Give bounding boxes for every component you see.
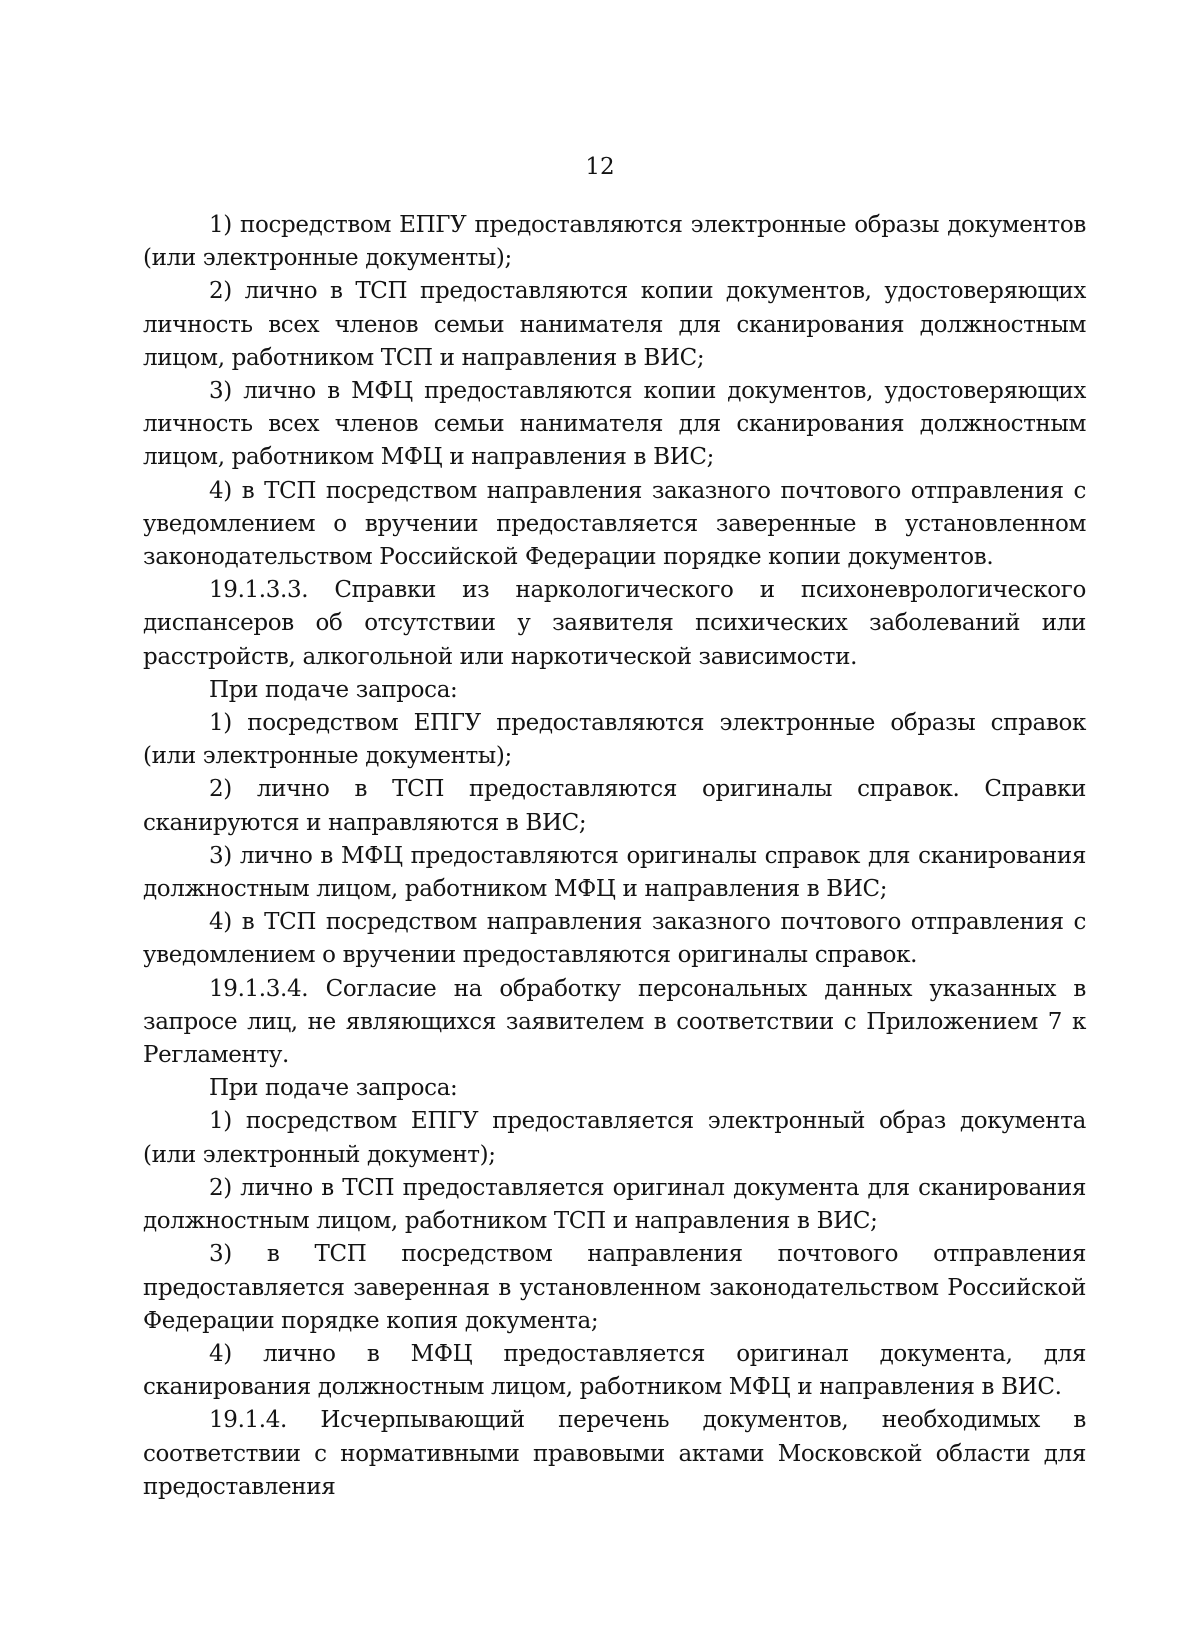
paragraph-request-intro: При подаче запроса: [209,1075,458,1102]
paragraph-mail-consent: 3) в ТСП посредством направления почтового отправления предоставляется заверенная в установленном законодательством Российской Федерации порядке копия документа; [143,1241,1086,1334]
paragraph-request-intro: При подаче запроса: [209,676,458,703]
page-number: 12 [585,154,615,180]
paragraph-mail-copies: 4) в ТСП посредством направления заказного почтового отправления с уведомлением о вручении предоставляется заверенные в установленном законодательством Российской Федерации порядке копии документов. [143,477,1086,571]
paragraph-tsp-certificates: 2) лично в ТСП предоставляются оригиналы справок. Справки сканируются и направляются в ВИС; [143,776,1086,836]
document-body [143,209,1086,1504]
paragraph-tsp-copies: 2) лично в ТСП предоставляются копии документов, удостоверяющих личность всех членов семьи нанимателя для сканирования должностным лицом, работником ТСП и направления в ВИС; [143,278,1086,371]
section-19-1-4: 19.1.4. Исчерпывающий перечень документов, необходимых в соответствии с нормативными правовыми актами Московской области для предоставления [143,1407,1086,1500]
section-19-1-3-3: 19.1.3.3. Справки из наркологического и психоневрологического диспансеров об отсутствии у заявителя психических заболеваний или расстройств, алкогольной или наркотической зависимости. [143,577,1086,670]
paragraph-epgu-consent: 1) посредством ЕПГУ предоставляется электронный образ документа (или электронный документ); [143,1108,1086,1168]
paragraph-mfc-copies: 3) лично в МФЦ предоставляются копии документов, удостоверяющих личность всех членов семьи нанимателя для сканирования должностным лицом, работником МФЦ и направления в ВИС; [143,378,1086,471]
section-19-1-3-4: 19.1.3.4. Согласие на обработку персональных данных указанных в запросе лиц, не являющихся заявителем в соответствии с Приложением 7 к Регламенту. [143,975,1086,1069]
paragraph-mfc-consent: 4) лично в МФЦ предоставляется оригинал документа, для сканирования должностным лицом, работником МФЦ и направления в ВИС. [143,1340,1086,1401]
paragraph-tsp-consent: 2) лично в ТСП предоставляется оригинал документа для сканирования должностным лицом, работником ТСП и направления в ВИС; [143,1174,1086,1235]
paragraph-epgu-documents: 1) посредством ЕПГУ предоставляются электронные образы документов (или электронные документы); [143,212,1086,272]
paragraph-mfc-certificates: 3) лично в МФЦ предоставляются оригиналы справок для сканирования должностным лицом, работником МФЦ и направления в ВИС; [143,842,1086,903]
paragraph-mail-certificates: 4) в ТСП посредством направления заказного почтового отправления с уведомлением о вручении предоставляются оригиналы справок. [143,909,1086,969]
paragraph-epgu-certificates: 1) посредством ЕПГУ предоставляются электронные образы справок (или электронные документы); [143,710,1086,770]
